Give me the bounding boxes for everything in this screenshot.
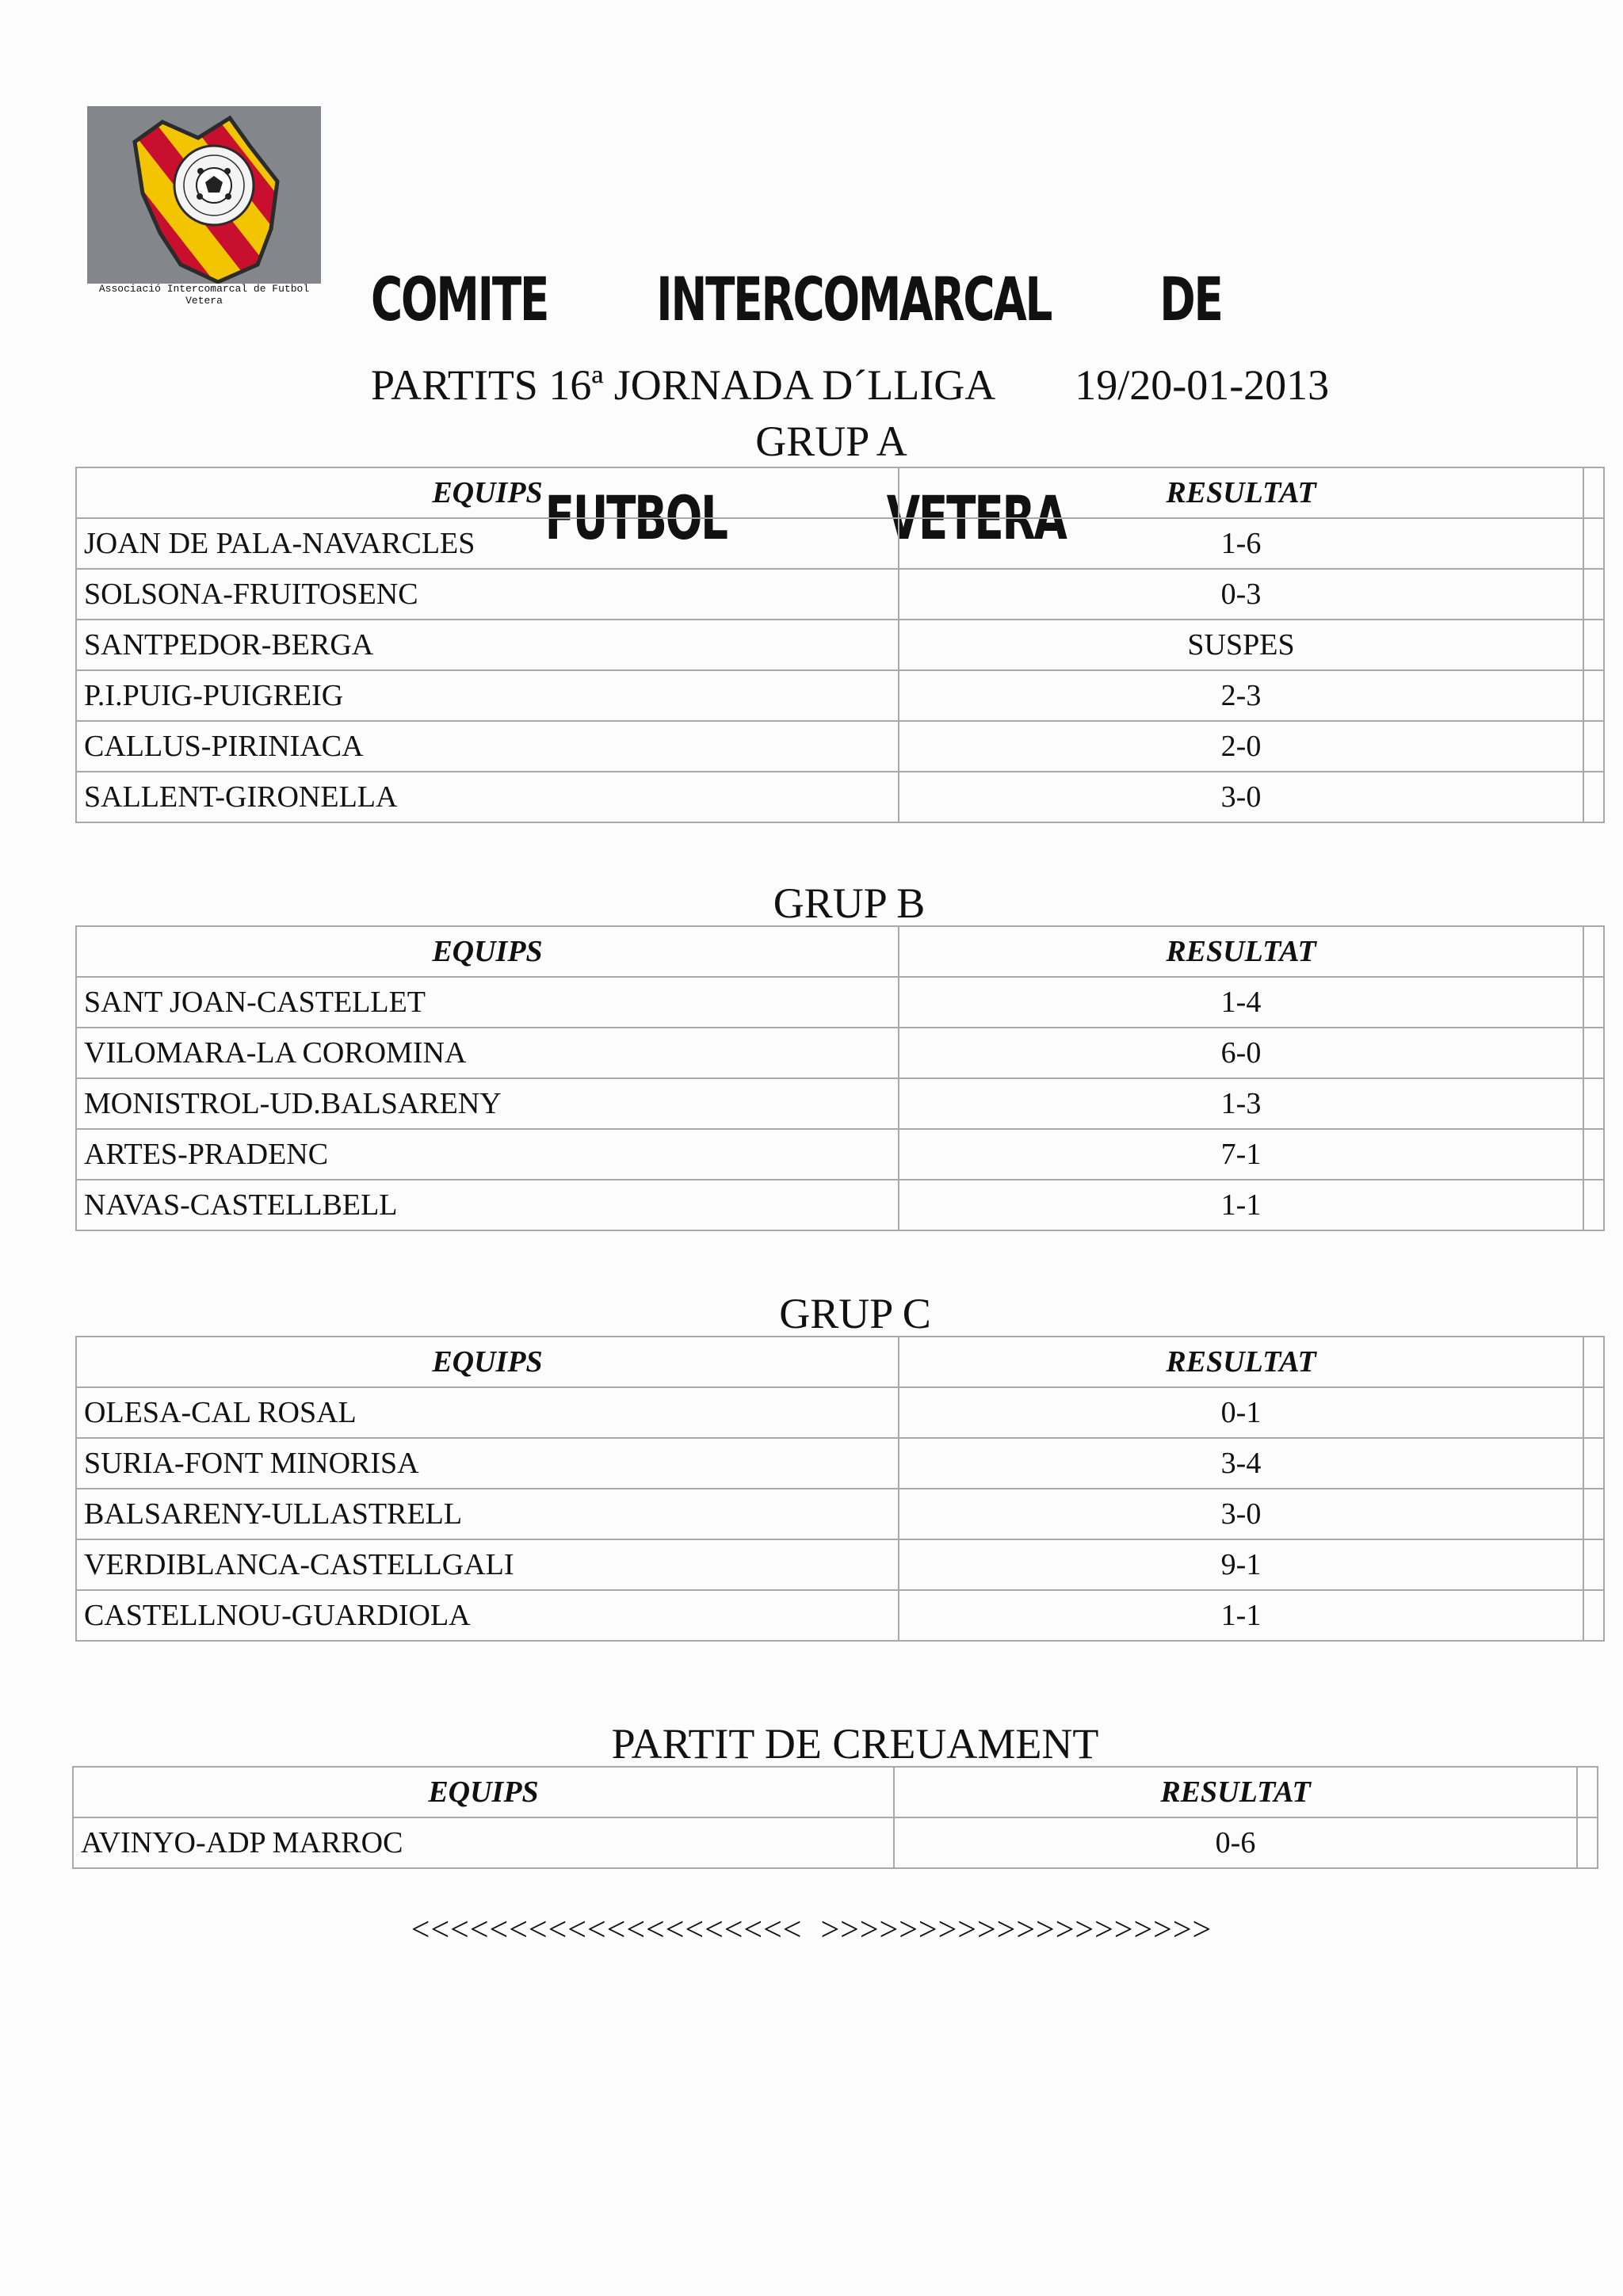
organization-title-line1: COMITE INTERCOMARCAL DE	[371, 264, 1222, 334]
match-result: 0-1	[899, 1387, 1583, 1438]
group-c-table	[75, 1336, 1605, 1642]
match-result: 1-1	[899, 1590, 1583, 1641]
empty-cell	[1583, 467, 1604, 518]
match-teams: SOLSONA-FRUITOSENC	[76, 569, 899, 620]
table-row	[73, 1817, 1598, 1868]
match-teams: OLESA-CAL ROSAL	[76, 1387, 899, 1438]
table-row	[76, 1590, 1604, 1641]
column-header-teams: EQUIPS	[76, 467, 899, 518]
empty-cell	[1583, 620, 1604, 670]
group-b-table	[75, 925, 1605, 1231]
match-teams: MONISTROL-UD.BALSARENY	[76, 1078, 899, 1129]
table-header-row	[76, 1337, 1604, 1387]
group-b-title: GRUP B	[773, 879, 926, 927]
match-result: 1-4	[899, 977, 1583, 1028]
organization-title-line2: FUTBOL VETERA	[544, 482, 1066, 553]
empty-cell	[1583, 1028, 1604, 1078]
match-teams: JOAN DE PALA-NAVARCLES	[76, 518, 899, 569]
match-teams: SALLENT-GIRONELLA	[76, 772, 899, 822]
empty-cell	[1583, 926, 1604, 977]
match-result: 1-6	[899, 518, 1583, 569]
empty-cell	[1583, 1590, 1604, 1641]
match-teams: P.I.PUIG-PUIGREIG	[76, 670, 899, 721]
match-result: 9-1	[899, 1539, 1583, 1590]
match-teams: NAVAS-CASTELLBELL	[76, 1180, 899, 1230]
match-teams: BALSARENY-ULLASTRELL	[76, 1489, 899, 1539]
match-teams: AVINYO-ADP MARROC	[73, 1817, 894, 1868]
table-header-row	[76, 926, 1604, 977]
table-row	[76, 1438, 1604, 1489]
match-result: 3-0	[899, 1489, 1583, 1539]
group-a-table	[75, 467, 1605, 823]
club-logo	[87, 106, 321, 284]
empty-cell	[1577, 1817, 1598, 1868]
match-teams: CALLUS-PIRINIACA	[76, 721, 899, 772]
match-result: 2-3	[899, 670, 1583, 721]
crossover-table	[72, 1766, 1598, 1869]
table-row	[76, 620, 1604, 670]
match-result: 1-3	[899, 1078, 1583, 1129]
empty-cell	[1583, 977, 1604, 1028]
empty-cell	[1583, 1387, 1604, 1438]
column-header-result: RESULTAT	[899, 467, 1583, 518]
match-teams: SANT JOAN-CASTELLET	[76, 977, 899, 1028]
match-result: 7-1	[899, 1129, 1583, 1180]
jornada-heading	[0, 360, 1623, 410]
match-result: 3-0	[899, 772, 1583, 822]
table-row	[76, 1078, 1604, 1129]
table-row	[76, 1489, 1604, 1539]
table-row	[76, 1387, 1604, 1438]
table-row	[76, 1180, 1604, 1230]
column-header-teams: EQUIPS	[76, 926, 899, 977]
match-result: 1-1	[899, 1180, 1583, 1230]
match-result: 3-4	[899, 1438, 1583, 1489]
match-teams: VERDIBLANCA-CASTELLGALI	[76, 1539, 899, 1590]
match-teams: SURIA-FONT MINORISA	[76, 1438, 899, 1489]
footer-separator: <<<<<<<<<<<<<<<<<<<< >>>>>>>>>>>>>>>>>>>>	[411, 1912, 1212, 1948]
match-result: 6-0	[899, 1028, 1583, 1078]
table-row	[76, 772, 1604, 822]
table-row	[76, 1539, 1604, 1590]
column-header-teams: EQUIPS	[76, 1337, 899, 1387]
empty-cell	[1583, 670, 1604, 721]
group-c-title: GRUP C	[779, 1290, 931, 1337]
match-result: 0-6	[894, 1817, 1577, 1868]
football-badge-icon	[87, 106, 321, 284]
match-result: SUSPES	[899, 620, 1583, 670]
column-header-result: RESULTAT	[899, 926, 1583, 977]
column-header-result: RESULTAT	[899, 1337, 1583, 1387]
match-teams: ARTES-PRADENC	[76, 1129, 899, 1180]
empty-cell	[1583, 518, 1604, 569]
table-row	[76, 518, 1604, 569]
column-header-teams: EQUIPS	[73, 1767, 894, 1817]
match-teams: SANTPEDOR-BERGA	[76, 620, 899, 670]
crossover-title: PARTIT DE CREUAMENT	[611, 1720, 1099, 1768]
match-result: 0-3	[899, 569, 1583, 620]
empty-cell	[1583, 1180, 1604, 1230]
jornada-title: PARTITS 16ª JORNADA D´LLIGA	[371, 361, 996, 409]
jornada-dates: 19/20-01-2013	[1075, 361, 1330, 409]
table-row	[76, 1028, 1604, 1078]
table-row	[76, 721, 1604, 772]
empty-cell	[1583, 1078, 1604, 1129]
empty-cell	[1583, 1539, 1604, 1590]
column-header-result: RESULTAT	[894, 1767, 1577, 1817]
empty-cell	[1583, 1489, 1604, 1539]
empty-cell	[1583, 772, 1604, 822]
match-result: 2-0	[899, 721, 1583, 772]
match-teams: CASTELLNOU-GUARDIOLA	[76, 1590, 899, 1641]
empty-cell	[1577, 1767, 1598, 1817]
match-teams: VILOMARA-LA COROMINA	[76, 1028, 899, 1078]
table-row	[76, 977, 1604, 1028]
empty-cell	[1583, 1337, 1604, 1387]
table-header-row	[73, 1767, 1598, 1817]
empty-cell	[1583, 1438, 1604, 1489]
table-header-row	[76, 467, 1604, 518]
empty-cell	[1583, 1129, 1604, 1180]
empty-cell	[1583, 569, 1604, 620]
group-a-title: GRUP A	[755, 418, 907, 465]
table-row	[76, 670, 1604, 721]
logo-caption: Associació Intercomarcal de Futbol Vetera	[98, 283, 310, 307]
table-row	[76, 569, 1604, 620]
table-row	[76, 1129, 1604, 1180]
empty-cell	[1583, 721, 1604, 772]
